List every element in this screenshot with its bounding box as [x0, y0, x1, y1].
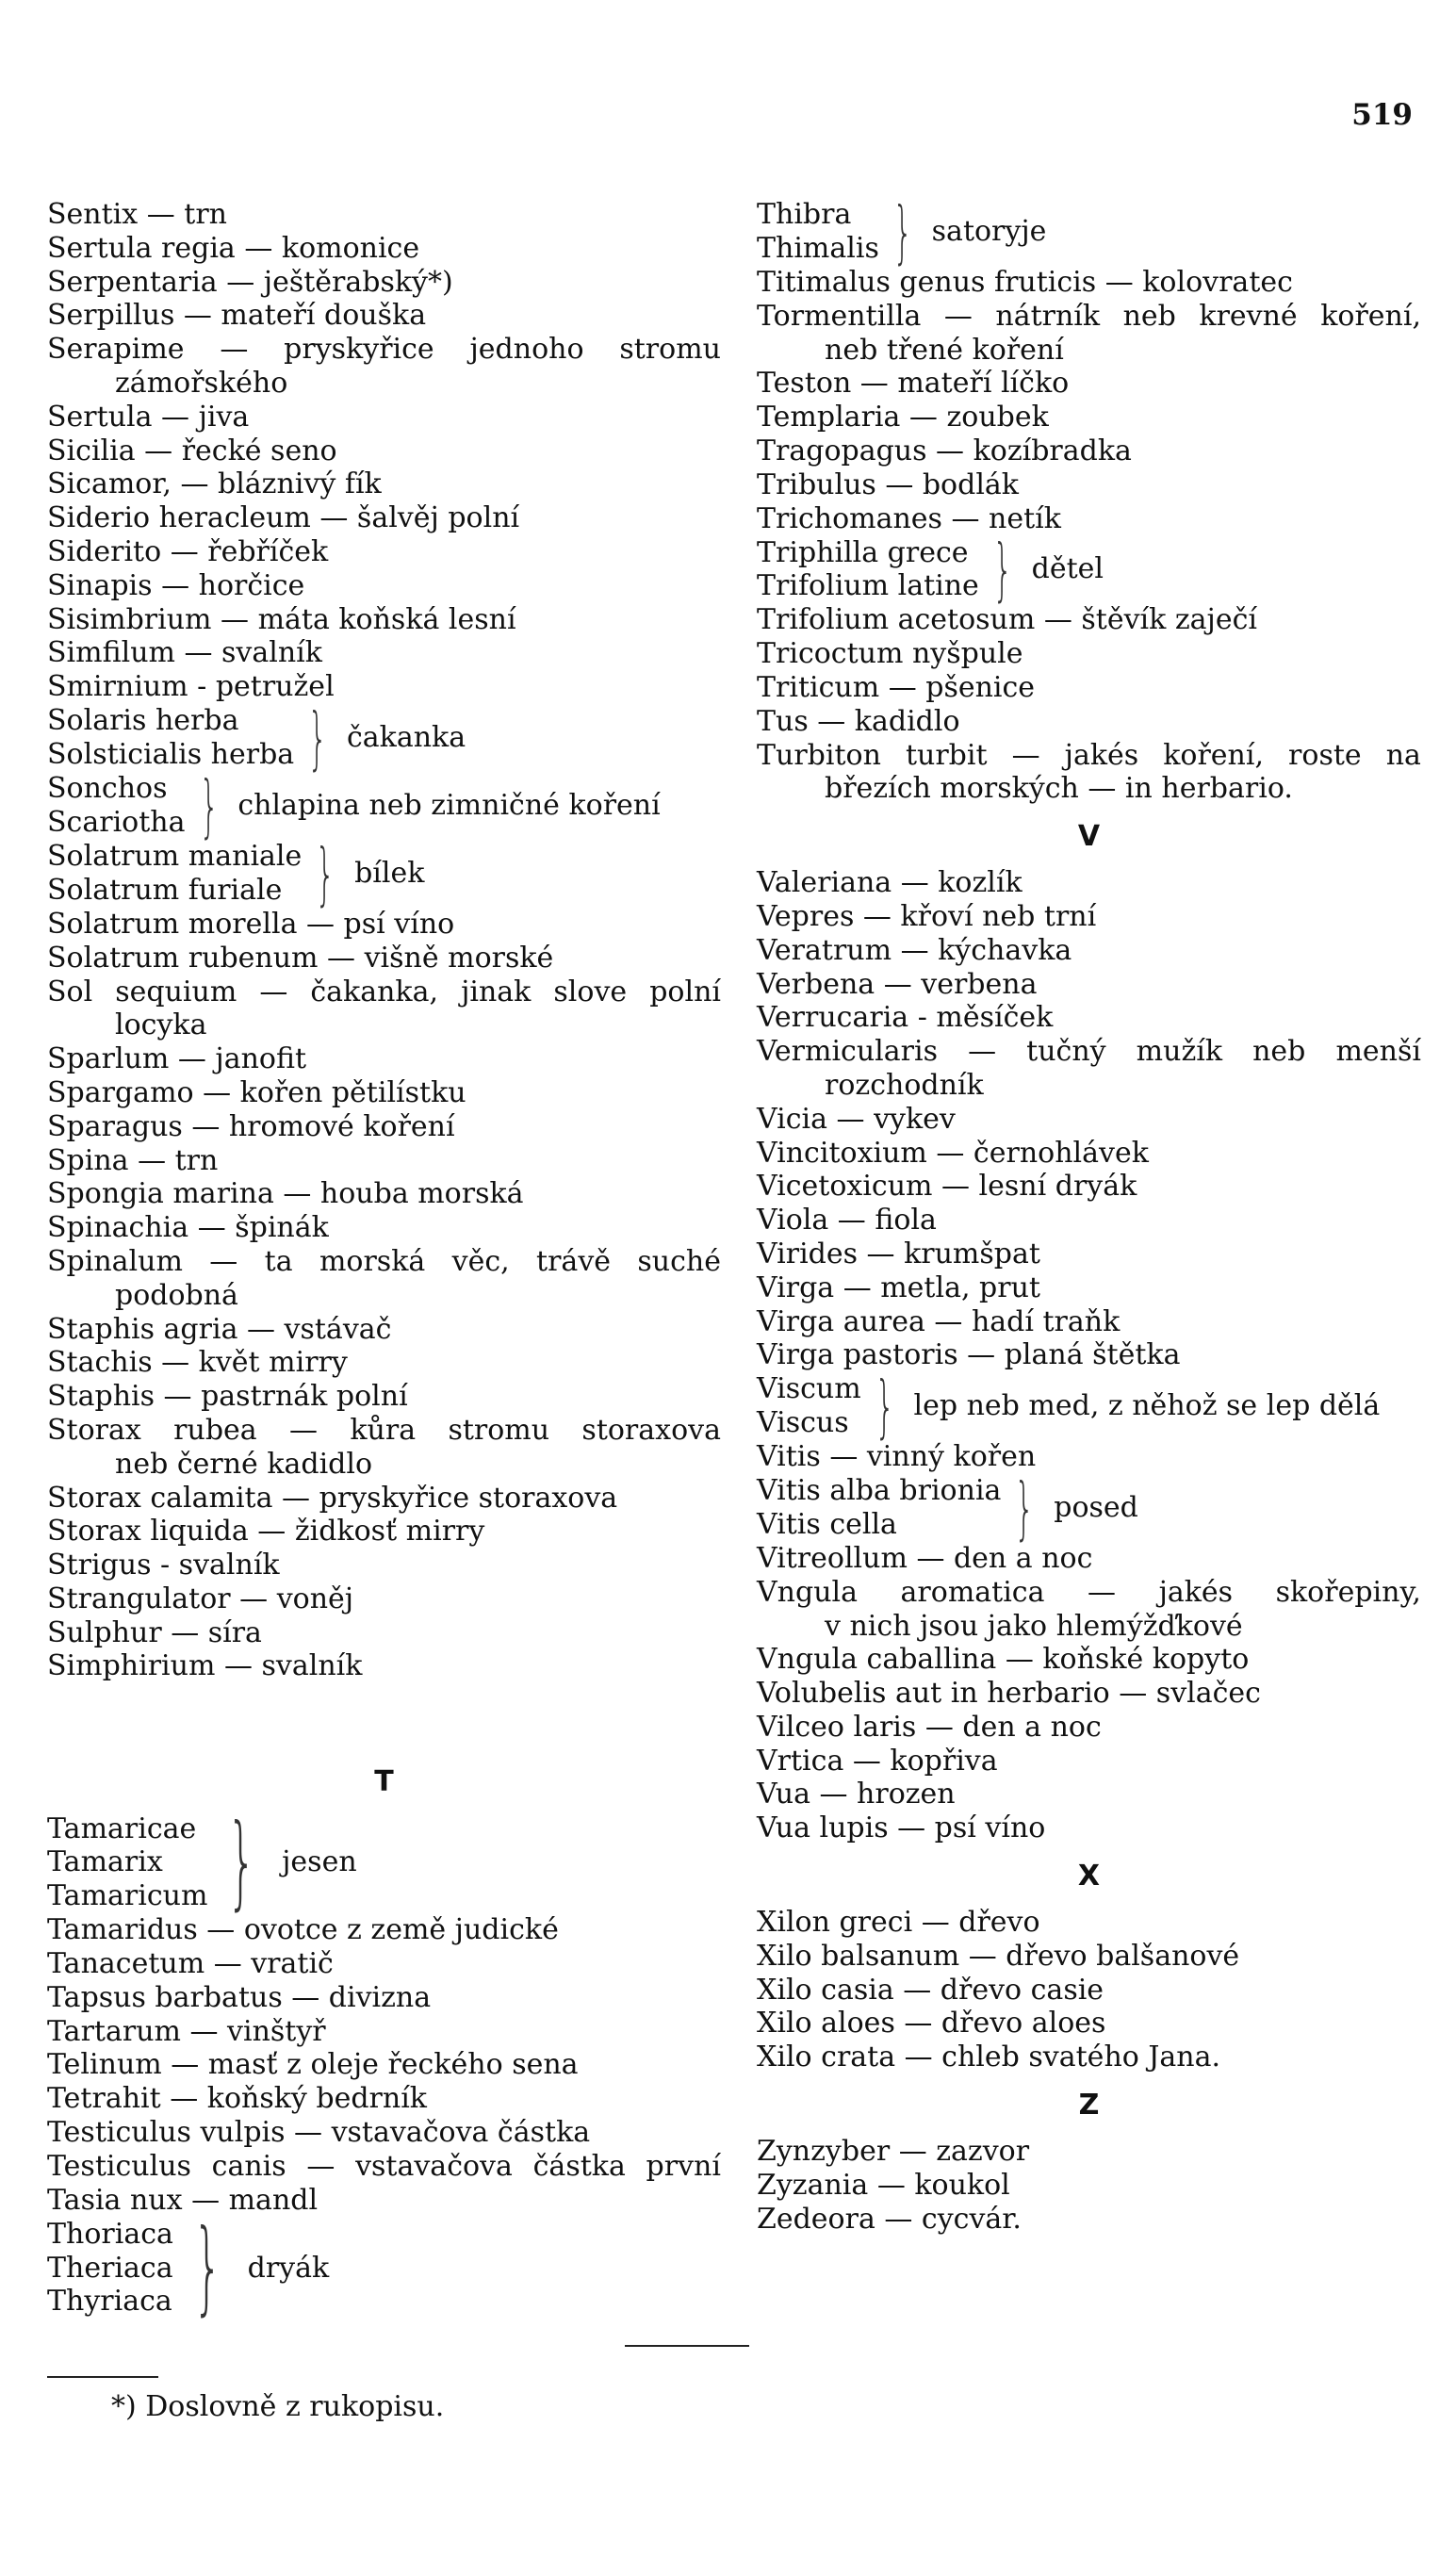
group-name: Scariotha: [47, 805, 186, 839]
entry-line: Vilceo laris — den a noc: [757, 1710, 1102, 1744]
entry-line: Tanacetum — vratič: [47, 1947, 334, 1981]
group-translation: jesen: [282, 1845, 357, 1879]
entry-line: Xilon greci — dřevo: [757, 1906, 1040, 1940]
entry-list: [47, 198, 721, 704]
entry-line: Vngula caballina — koňské kopyto: [757, 1643, 1250, 1677]
entry-line: Titimalus genus fruticis — kolovratec: [757, 266, 1293, 299]
section-heading-x: X: [1077, 1860, 1101, 1893]
entry-line: Siderio heracleum — šalvěj polní: [47, 501, 520, 535]
entry-line: Spongia marina — houba morská: [47, 1177, 524, 1211]
entry-line: locyka: [115, 1008, 207, 1042]
entry-list: [757, 1906, 1421, 2074]
entry-line: Sentix — trn: [47, 198, 227, 231]
section-heading-t: T: [374, 1765, 394, 1799]
brace-glyph: }: [199, 765, 219, 845]
entry-line: Sparagus — hromové koření: [47, 1109, 455, 1143]
entry-line: Vngula aromatica — jakés skořepiny,: [757, 1575, 1421, 1609]
entry-list: [757, 603, 1421, 806]
entry-line: Xilo casia — dřevo casie: [757, 1973, 1104, 2007]
entry-line: Sinapis — horčice: [47, 568, 305, 602]
entry-line: Sertula — jiva: [47, 400, 250, 434]
entry-line: Zyzania — koukol: [757, 2168, 1010, 2202]
entry-line: Spargamo — kořen pětilístku: [47, 1075, 466, 1109]
entry-line: Solatrum rubenum — višně morské: [47, 941, 554, 975]
entry-line: Testiculus canis — vstavačova částka první: [47, 2149, 721, 2183]
entry-line: Spinachia — špinák: [47, 1211, 329, 1245]
entry-line: Serapime — pryskyřice jednoho stromu: [47, 333, 721, 367]
brace-glyph: }: [892, 192, 913, 271]
entry-line: Strigus - svalník: [47, 1549, 280, 1582]
entry-list: [757, 2135, 1421, 2236]
entry-line: Stachis — květ mirry: [47, 1346, 348, 1380]
brace-glyph: }: [315, 833, 335, 913]
group-name: Theriaca: [47, 2251, 173, 2285]
entry-list: [757, 866, 1421, 1372]
entry-line: Vincitoxium — černohlávek: [757, 1136, 1149, 1170]
entry-line: Tasia nux — mandl: [47, 2183, 319, 2217]
section-heading-z: Z: [1078, 2089, 1100, 2123]
entry-line: podobná: [115, 1278, 238, 1312]
brace-glyph: }: [1015, 1467, 1035, 1548]
entry-line: zámořského: [115, 366, 288, 400]
entry-line: Vrtica — kopřiva: [757, 1744, 998, 1778]
entry-line: Vitis — vinný kořen: [757, 1440, 1037, 1474]
entry-line: Viola — fiola: [757, 1204, 937, 1238]
group-name: Vitis cella: [757, 1507, 897, 1541]
grouped-entry: [47, 1803, 721, 1922]
group-name: Tamarix: [47, 1845, 163, 1879]
left-column: [47, 198, 721, 2327]
entry-line: Simphirium — svalník: [47, 1649, 363, 1683]
grouped-entry: [47, 765, 721, 845]
entry-line: Vua lupis — psí víno: [757, 1811, 1046, 1845]
grouped-entry: [757, 530, 1421, 610]
entry-line: Serpentaria — ještěrabský*): [47, 265, 453, 299]
entry-line: Sertula regia — komonice: [47, 231, 420, 265]
entry-line: Sicamor, — bláznivý fík: [47, 467, 382, 501]
entry-line: Templaria — zoubek: [757, 401, 1049, 434]
group-name: Solatrum maniale: [47, 840, 303, 874]
end-rule: [625, 2345, 749, 2347]
entry-line: Sparlum — janofit: [47, 1042, 307, 1076]
entry-line: Staphis agria — vstávač: [47, 1312, 392, 1346]
entry-line: neb černé kadidlo: [115, 1447, 373, 1481]
entry-line: Telinum — masť z oleje řeckého sena: [47, 2048, 579, 2082]
brace-glyph: }: [875, 1367, 894, 1447]
entry-line: Veratrum — kýchavka: [757, 933, 1072, 967]
entry-line: Triticum — pšenice: [757, 670, 1036, 704]
grouped-entry: [47, 2208, 721, 2327]
group-name: Solsticialis herba: [47, 737, 295, 771]
entry-line: Storax calamita — pryskyřice storaxova: [47, 1481, 618, 1515]
entry-line: Teston — mateří líčko: [757, 367, 1070, 401]
entry-list: [757, 266, 1421, 535]
entry-line: Strangulator — voněj: [47, 1582, 354, 1615]
entry-line: Virga aurea — hadí traňk: [757, 1304, 1121, 1338]
entry-line: Xilo aloes — dřevo aloes: [757, 2007, 1106, 2041]
entry-line: Storax rubea — kůra stromu storaxova: [47, 1413, 721, 1447]
entry-list: [757, 1542, 1421, 1845]
entry-line: Volubelis aut in herbario — svlačec: [757, 1677, 1261, 1711]
group-name: Tamaricum: [47, 1879, 208, 1913]
entry-line: v nich jsou jako hlemýžďkové: [825, 1609, 1243, 1643]
entry-line: Tus — kadidlo: [757, 704, 960, 738]
group-name: Triphilla grece: [757, 535, 969, 569]
entry-line: Vicetoxicum — lesní dryák: [757, 1170, 1137, 1204]
entry-line: Trichomanes — netík: [757, 501, 1061, 535]
entry-line: Virides — krumšpat: [757, 1237, 1040, 1270]
entry-line: Testiculus vulpis — vstavačova částka: [47, 2116, 591, 2150]
group-translation: posed: [1054, 1491, 1138, 1524]
group-name: Thibra: [757, 198, 852, 232]
group-name: Solaris herba: [47, 704, 239, 738]
group-name: Thimalis: [757, 232, 879, 265]
entry-line: Trifolium acetosum — štěvík zaječí: [757, 603, 1258, 637]
entry-line: Storax liquida — židkosť mirry: [47, 1515, 485, 1549]
entry-line: Vepres — křoví neb trní: [757, 899, 1097, 933]
grouped-entry: [757, 1467, 1421, 1548]
entry-line: Tamaridus — ovotce z země judické: [47, 1913, 559, 1947]
entry-line: Tartarum — vinštyř: [47, 2014, 326, 2048]
entry-line: březích morských — in herbario.: [825, 772, 1293, 806]
page-number: 519: [1351, 98, 1413, 132]
entry-line: Xilo balsanum — dřevo balšanové: [757, 1939, 1240, 1973]
entry-line: Sol sequium — čakanka, jinak slove polní: [47, 975, 721, 1008]
entry-line: Staphis — pastrnák polní: [47, 1380, 408, 1414]
entry-line: Solatrum morella — psí víno: [47, 907, 455, 941]
entry-list: [47, 1913, 721, 2217]
group-name: Solatrum furiale: [47, 873, 283, 907]
entry-line: Vua — hrozen: [757, 1778, 956, 1811]
entry-line: Zynzyber — zazvor: [757, 2135, 1030, 2169]
entry-line: Spinalum — ta morská věc, trávě suché: [47, 1244, 721, 1278]
right-column: [757, 192, 1421, 2236]
group-name: Thoriaca: [47, 2217, 173, 2251]
entry-line: Smirnium - petružel: [47, 670, 335, 704]
brace-glyph: }: [307, 697, 328, 778]
grouped-entry: [47, 833, 721, 913]
entry-line: Virga — metla, prut: [757, 1270, 1040, 1304]
group-name: Trifolium latine: [757, 569, 979, 603]
group-name: Vitis alba brionia: [757, 1474, 1002, 1508]
entry-line: Tapsus barbatus — divizna: [47, 1980, 432, 2014]
entry-list: [47, 908, 721, 1683]
group-translation: chlapina neb zimničné koření: [237, 789, 661, 823]
entry-line: Sisimbrium — máta koňská lesní: [47, 602, 516, 636]
grouped-entry: [47, 697, 721, 778]
group-translation: bílek: [354, 857, 425, 891]
group-translation: dětel: [1031, 552, 1104, 586]
entry-line: Turbiton turbit — jakés koření, roste na: [757, 738, 1421, 772]
entry-line: Tricoctum nyšpule: [757, 637, 1023, 671]
entry-line: Tetrahit — koňský bedrník: [47, 2082, 427, 2116]
section-heading-v: V: [1077, 820, 1101, 854]
brace-glyph: }: [992, 530, 1013, 610]
entry-line: Tribulus — bodlák: [757, 467, 1019, 501]
entry-line: Spina — trn: [47, 1143, 219, 1177]
entry-line: Valeriana — kozlík: [757, 866, 1022, 900]
grouped-entry: [757, 1367, 1421, 1447]
grouped-entry: [757, 192, 1421, 271]
entry-line: Sicilia — řecké seno: [47, 434, 337, 467]
brace-glyph: }: [192, 2208, 222, 2327]
group-name: Viscus: [757, 1406, 849, 1440]
group-translation: lep neb med, z něhož se lep dělá: [913, 1389, 1381, 1423]
entry-line: Virga pastoris — planá štětka: [757, 1338, 1181, 1372]
entry-line: Siderito — řebříček: [47, 534, 329, 568]
entry-line: Vitreollum — den a noc: [757, 1541, 1093, 1575]
entry-line: Xilo crata — chleb svatého Jana.: [757, 2041, 1221, 2074]
footnote-rule: [47, 2376, 158, 2378]
entry-line: Verrucaria - měsíček: [757, 1001, 1054, 1035]
group-translation: satoryje: [931, 215, 1047, 249]
group-name: Thyriaca: [47, 2285, 172, 2319]
group-name: Tamaricae: [47, 1811, 197, 1845]
entry-line: rozchodník: [825, 1068, 984, 1102]
group-translation: dryák: [247, 2251, 330, 2285]
footnote: *) Doslovně z rukopisu.: [111, 2390, 445, 2423]
entry-line: Zedeora — cycvár.: [757, 2202, 1022, 2236]
entry-line: Serpillus — mateří douška: [47, 299, 427, 333]
entry-line: Verbena — verbena: [757, 967, 1038, 1001]
group-translation: čakanka: [346, 721, 466, 755]
group-name: Viscum: [757, 1372, 861, 1406]
entry-line: Sulphur — síra: [47, 1615, 262, 1649]
entry-line: Simfilum — svalník: [47, 636, 322, 670]
brace-glyph: }: [227, 1803, 257, 1922]
entry-line: Vicia — vykev: [757, 1102, 956, 1136]
entry-line: Tragopagus — kozíbradka: [757, 434, 1132, 467]
entry-list: [757, 1440, 1421, 1474]
entry-line: neb třené koření: [825, 333, 1064, 367]
entry-line: Tormentilla — nátrník neb krevné koření,: [757, 299, 1421, 333]
group-name: Sonchos: [47, 772, 168, 806]
entry-line: Vermicularis — tučný mužík neb menší: [757, 1035, 1421, 1069]
